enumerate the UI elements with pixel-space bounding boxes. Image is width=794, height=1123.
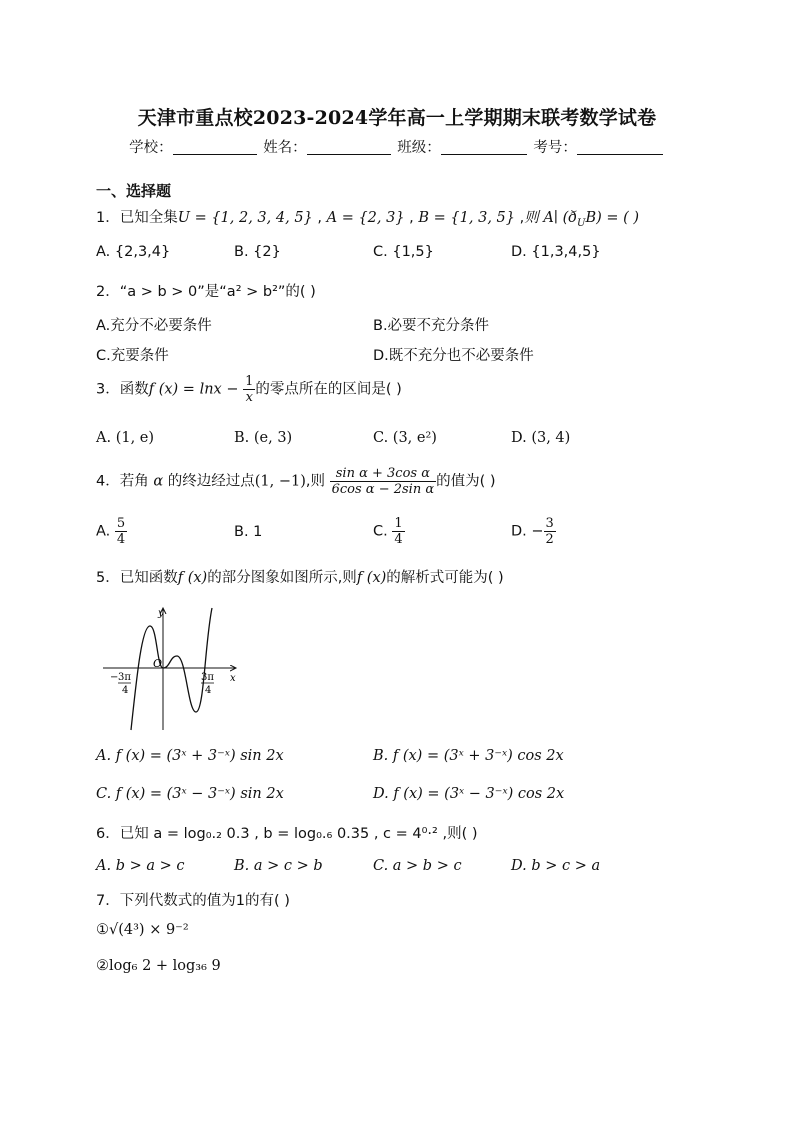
tick-right-num: 3π (201, 672, 214, 683)
class-label: 班级： (397, 140, 441, 156)
x-axis-label: x (230, 673, 236, 684)
q3-option-b[interactable]: B. (e, 3) (234, 430, 293, 446)
q5-option-d[interactable]: D. f (x) = (3ˣ − 3⁻ˣ) cos 2x (373, 786, 565, 802)
q4-option-c[interactable]: C. $\frac{1}{4}$ (373, 516, 403, 547)
q6-option-c[interactable]: C. a > b > c (373, 858, 462, 874)
origin-label: O (153, 657, 163, 670)
y-axis-label: y (158, 608, 164, 619)
tick-left-num: 3π (118, 672, 131, 683)
q5-option-b[interactable]: B. f (x) = (3ˣ + 3⁻ˣ) cos 2x (373, 748, 564, 764)
q6-option-a[interactable]: A. b > a > c (96, 858, 185, 874)
q7-item-2: ②log₆ 2 + log₃₆ 9 (96, 958, 221, 974)
q1-option-d[interactable]: D. {1,3,4,5} (511, 244, 601, 260)
q6-option-d[interactable]: D. b > c > a (511, 858, 601, 874)
q5-option-c[interactable]: C. f (x) = (3ˣ − 3⁻ˣ) sin 2x (96, 786, 284, 802)
q4-fraction: $\frac{\text{sin α + 3cos α}}{\text{6cos α − 2sin α}}$ (331, 466, 435, 497)
q2-option-a[interactable]: A.充分不必要条件 (96, 318, 212, 334)
q1-option-b[interactable]: B. {2} (234, 244, 281, 260)
q1-option-c[interactable]: C. {1,5} (373, 244, 434, 260)
function-graph (100, 604, 245, 734)
q3-option-d[interactable]: D. (3, 4) (511, 430, 571, 446)
school-label: 学校： (129, 140, 173, 156)
q2-option-d[interactable]: D.既不充分也不必要条件 (373, 348, 534, 364)
section-heading: 一、选择题 (96, 182, 172, 200)
question-7: 7．下列代数式的值为1的有( ) (96, 893, 290, 909)
q5-option-a[interactable]: A. f (x) = (3ˣ + 3⁻ˣ) sin 2x (96, 748, 284, 764)
school-blank[interactable] (173, 140, 257, 155)
question-5: 5．已知函数f (x)的部分图象如图所示,则f (x)的解析式可能为( ) (96, 570, 504, 586)
id-label: 考号： (533, 140, 577, 156)
q4-option-a[interactable]: A. $\frac{5}{4}$ (96, 516, 126, 547)
q2-option-b[interactable]: B.必要不充分条件 (373, 318, 490, 334)
question-1: 1．已知全集U = {1, 2, 3, 4, 5} , A = {2, 3} , B = {1, 3, 5} ,则 A∣ $(ð_UB)$ = ( ) (96, 210, 640, 229)
q4-option-d[interactable]: D. − $\frac{3}{2}$ (511, 516, 554, 547)
name-label: 姓名： (263, 140, 307, 156)
student-info-line (0, 136, 794, 157)
q1-option-a[interactable]: A. {2,3,4} (96, 244, 171, 260)
id-blank[interactable] (577, 140, 663, 155)
q3-fraction: $\frac{1}{x}$ (245, 374, 254, 405)
q3-option-a[interactable]: A. (1, e) (96, 430, 155, 446)
question-6: 6．已知 a = log₀.₂ 0.3 , b = log₀.₆ 0.35 , c = 4⁰·² ,则( ) (96, 826, 478, 842)
q7-item-1: ①√(4³) × 9⁻² (96, 922, 189, 938)
tick-right-den: 4 (205, 685, 212, 696)
q3-option-c[interactable]: C. (3, e²) (373, 430, 437, 446)
class-blank[interactable] (441, 140, 527, 155)
q6-option-b[interactable]: B. a > c > b (234, 858, 323, 874)
question-3: 3．函数f (x) = lnx − $\frac{1}{x}$ 的零点所在的区间是( ) (96, 374, 402, 405)
name-blank[interactable] (307, 140, 391, 155)
q2-option-c[interactable]: C.充要条件 (96, 348, 169, 364)
function-curve (131, 608, 212, 730)
tick-left-den: 4 (122, 685, 129, 696)
question-4: 4．若角 α 的终边经过点(1, −1),则 $\frac{\text{sin α + 3cos α}}{\text{6cos α − 2sin α}}$ 的值为( ) (96, 466, 496, 497)
tick-left-sign: − (110, 672, 119, 683)
q4-option-b[interactable]: B. 1 (234, 524, 263, 540)
exam-title: 天津市重点校2023-2024学年高一上学期期末联考数学试卷 (137, 107, 657, 129)
question-2: 2．“a > b > 0”是“a² > b²”的( ) (96, 284, 316, 300)
